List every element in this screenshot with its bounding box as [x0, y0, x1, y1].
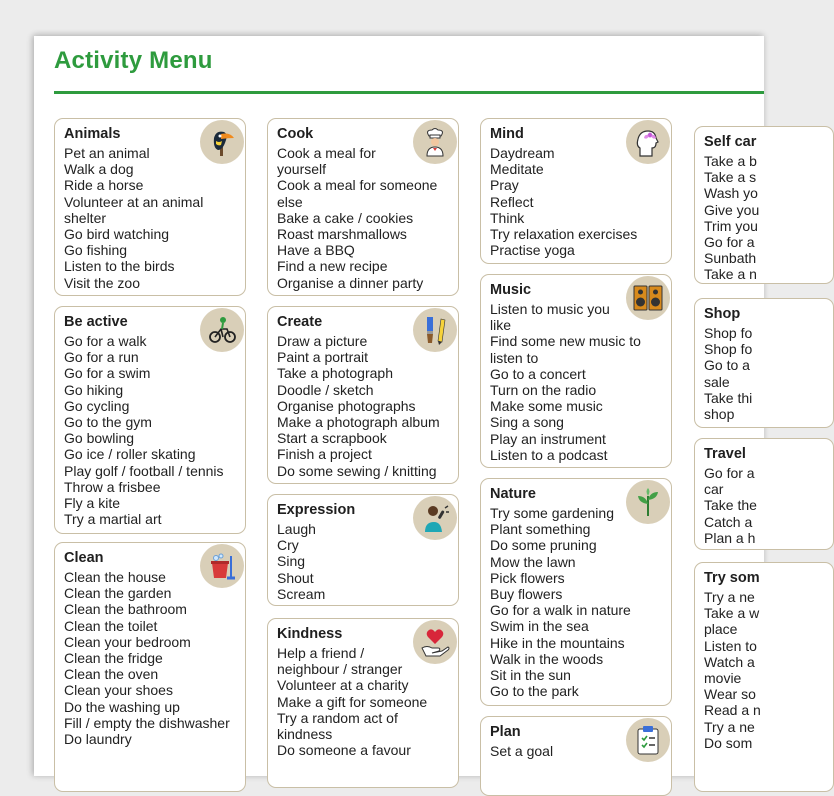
activity-item: Bake a cake / cookies [277, 209, 414, 226]
activity-item: Paint a portrait [277, 349, 369, 366]
singer-icon [413, 496, 457, 540]
cyclist-icon [200, 308, 244, 352]
activity-item: Shop fo [704, 325, 753, 341]
activity-item: Shout [277, 569, 314, 586]
activity-list [277, 645, 449, 758]
activity-item: Go for a [704, 465, 755, 481]
activity-item: Go to the park [490, 683, 579, 700]
activity-item: Take a photograph [277, 365, 393, 382]
activity-item: Visit the zoo [64, 274, 141, 291]
activity-list [277, 333, 449, 479]
activity-item: Clean the bathroom [64, 601, 187, 618]
activity-item: Make some music [490, 398, 603, 415]
cleaning-bucket-icon [200, 544, 244, 588]
activity-item: shop [704, 406, 735, 423]
activity-item: Think [490, 209, 525, 226]
activity-item: Take the [704, 497, 757, 514]
activity-item: Pick flowers [490, 569, 565, 586]
activity-list [704, 465, 824, 546]
card-title: Nature [490, 486, 536, 502]
activity-item: Sit in the sun [490, 667, 571, 684]
title-divider [54, 91, 764, 94]
activity-item: yourself [277, 161, 327, 178]
card-self-care [694, 126, 834, 284]
activity-list [704, 589, 824, 751]
activity-item: Go hiking [64, 381, 124, 398]
card-title: Animals [64, 126, 121, 142]
activity-item: Do some sewing / knitting [277, 462, 437, 479]
activity-item: Clean the fridge [64, 650, 163, 667]
activity-item: Doodle / sketch [277, 381, 374, 398]
card-cook [267, 118, 459, 296]
activity-item: like [490, 317, 512, 334]
card-kindness [267, 618, 459, 788]
activity-item: Swim in the sea [490, 618, 589, 635]
activity-item: Try a ne [704, 718, 755, 735]
activity-item: Turn on the radio [490, 382, 597, 399]
activity-menu-sheet [34, 36, 764, 776]
card-try-something [694, 562, 834, 792]
activity-item: Walk a dog [64, 161, 134, 178]
activity-item: Clean your bedroom [64, 633, 191, 650]
activity-item: Go bowling [64, 430, 135, 447]
activity-item: Listen to music you [490, 301, 610, 317]
activity-item: Find some new music to [490, 333, 641, 350]
activity-item: Hike in the mountains [490, 634, 625, 651]
activity-item: Cook a meal for [277, 145, 376, 161]
activity-item: Give you [704, 201, 760, 218]
activity-item: Listen to the birds [64, 258, 175, 275]
activity-item: Try relaxation exercises [490, 226, 638, 243]
activity-item: Watch a [704, 653, 755, 670]
activity-item: Take a w [704, 605, 760, 622]
toucan-icon [200, 120, 244, 164]
activity-item: Go cycling [64, 397, 130, 414]
card-shop [694, 298, 834, 428]
activity-list [64, 569, 236, 747]
activity-item: else [277, 193, 303, 210]
card-title: Create [277, 314, 323, 330]
activity-item: Plant something [490, 521, 591, 538]
card-title: Mind [490, 126, 524, 142]
activity-item: Do laundry [64, 731, 132, 748]
card-title: Music [490, 282, 532, 298]
card-nature [480, 478, 672, 706]
activity-item: Go for a [704, 234, 755, 251]
activity-item: Sunbath [704, 250, 757, 267]
card-create [267, 306, 459, 484]
activity-item: Try a ne [704, 589, 755, 605]
activity-item: Reflect [490, 193, 534, 210]
activity-list [277, 145, 449, 291]
activity-item: Organise a dinner party [277, 274, 424, 291]
card-title: Plan [490, 724, 521, 740]
activity-item: Sing a song [490, 414, 564, 431]
card-clean [54, 542, 246, 792]
clipboard-icon [626, 718, 670, 762]
activity-item: Volunteer at an animal [64, 193, 204, 210]
speakers-icon [626, 276, 670, 320]
activity-item: Sing [277, 553, 306, 570]
activity-item: Clean your shoes [64, 682, 173, 699]
activity-item: Cook a meal for someone [277, 177, 438, 194]
activity-item: Cry [277, 537, 299, 554]
activity-item: Laugh [277, 521, 316, 537]
activity-item: Do someone a favour [277, 742, 411, 759]
activity-item: neighbour / stranger [277, 661, 403, 678]
card-plan [480, 716, 672, 796]
activity-item: movie [704, 670, 742, 687]
activity-item: Go ice / roller skating [64, 446, 196, 463]
activity-item: Throw a frisbee [64, 478, 161, 495]
activity-item: Plan a h [704, 529, 756, 546]
activity-item: Go for a run [64, 349, 139, 366]
card-title: Kindness [277, 626, 343, 642]
activity-item: Listen to [704, 637, 757, 654]
activity-item: Go for a swim [64, 365, 151, 382]
activity-item: Help a friend / [277, 645, 365, 661]
activity-item: Meditate [490, 161, 544, 178]
card-mind [480, 118, 672, 264]
activity-item: Shop fo [704, 341, 753, 358]
card-music [480, 274, 672, 468]
activity-list [64, 145, 236, 291]
activity-item: Ride a horse [64, 177, 144, 194]
activity-item: Take a s [704, 169, 757, 186]
activity-item: Try some gardening [490, 505, 614, 521]
activity-item: Go fishing [64, 242, 128, 259]
activity-item: Read a n [704, 702, 761, 719]
activity-list [490, 505, 662, 699]
activity-item: Catch a [704, 513, 753, 530]
activity-list [704, 325, 824, 422]
activity-item: Wear so [704, 686, 756, 703]
activity-item: Start a scrapbook [277, 430, 387, 447]
activity-item: Clean the house [64, 569, 166, 585]
activity-item: sale [704, 373, 730, 390]
activity-item: Organise photographs [277, 397, 416, 414]
activity-item: Do som [704, 734, 753, 751]
activity-item: Play golf / football / tennis [64, 462, 224, 479]
activity-item: Scream [277, 585, 326, 602]
card-title: Travel [704, 446, 746, 462]
lotus-head-icon [626, 120, 670, 164]
activity-item: Set a goal [490, 743, 554, 759]
activity-item: shelter [64, 209, 107, 226]
card-title: Expression [277, 502, 356, 518]
activity-item: Make a photograph album [277, 414, 440, 431]
activity-item: Try a random act of [277, 709, 398, 726]
activity-item: Practise yoga [490, 242, 575, 259]
activity-item: listen to [490, 349, 539, 366]
activity-list [64, 333, 236, 527]
card-be-active [54, 306, 246, 534]
activity-item: car [704, 481, 724, 498]
activity-item: Daydream [490, 145, 555, 161]
activity-item: Trim you [704, 217, 758, 234]
activity-item: Find a new recipe [277, 258, 388, 275]
activity-item: Go to a concert [490, 365, 586, 382]
activity-item: Clean the oven [64, 666, 159, 683]
activity-item: place [704, 621, 738, 638]
activity-item: Roast marshmallows [277, 226, 407, 243]
activity-item: Try a martial art [64, 511, 162, 528]
activity-item: Listen to a podcast [490, 446, 608, 463]
paintbrush-pencil-icon [413, 308, 457, 352]
activity-item: Do some pruning [490, 537, 597, 554]
activity-item: Take a b [704, 153, 757, 169]
activity-item: Go bird watching [64, 226, 170, 243]
activity-item: Fill / empty the dishwasher [64, 714, 230, 731]
card-title: Clean [64, 550, 104, 566]
card-title: Try som [704, 570, 760, 586]
activity-item: Fly a kite [64, 495, 121, 512]
activity-item: Go for a walk in nature [490, 602, 631, 619]
activity-list [490, 145, 662, 258]
page-title: Activity Menu [54, 47, 213, 74]
activity-item: Finish a project [277, 446, 372, 463]
activity-item: Do the washing up [64, 698, 180, 715]
activity-item: Walk in the woods [490, 650, 604, 667]
card-travel [694, 438, 834, 550]
chef-icon [413, 120, 457, 164]
activity-item: Clean the toilet [64, 617, 158, 634]
activity-item: Make a gift for someone [277, 693, 428, 710]
card-title: Shop [704, 306, 741, 322]
activity-item: kindness [277, 726, 333, 743]
activity-item: Go to a [704, 357, 750, 374]
activity-item: Take thi [704, 389, 753, 406]
activity-item: Buy flowers [490, 586, 563, 603]
activity-item: Go for a walk [64, 333, 147, 349]
activity-item: Volunteer at a charity [277, 677, 409, 694]
activity-item: Pet an animal [64, 145, 150, 161]
activity-item: Have a BBQ [277, 242, 355, 259]
activity-item: Take a n [704, 266, 757, 283]
activity-item: Play an instrument [490, 430, 606, 447]
card-title: Be active [64, 314, 128, 330]
card-expression [267, 494, 459, 606]
card-animals [54, 118, 246, 296]
activity-item: Clean the garden [64, 585, 172, 602]
activity-item: Go to the gym [64, 414, 152, 431]
activity-item: Wash yo [704, 185, 758, 202]
heart-hand-icon [413, 620, 457, 664]
activity-list [704, 153, 824, 283]
activity-item: Pray [490, 177, 519, 194]
card-title: Cook [277, 126, 314, 142]
plant-icon [626, 480, 670, 524]
activity-list [490, 301, 662, 463]
card-title: Self car [704, 134, 757, 150]
activity-item: Mow the lawn [490, 553, 576, 570]
activity-item: Draw a picture [277, 333, 368, 349]
